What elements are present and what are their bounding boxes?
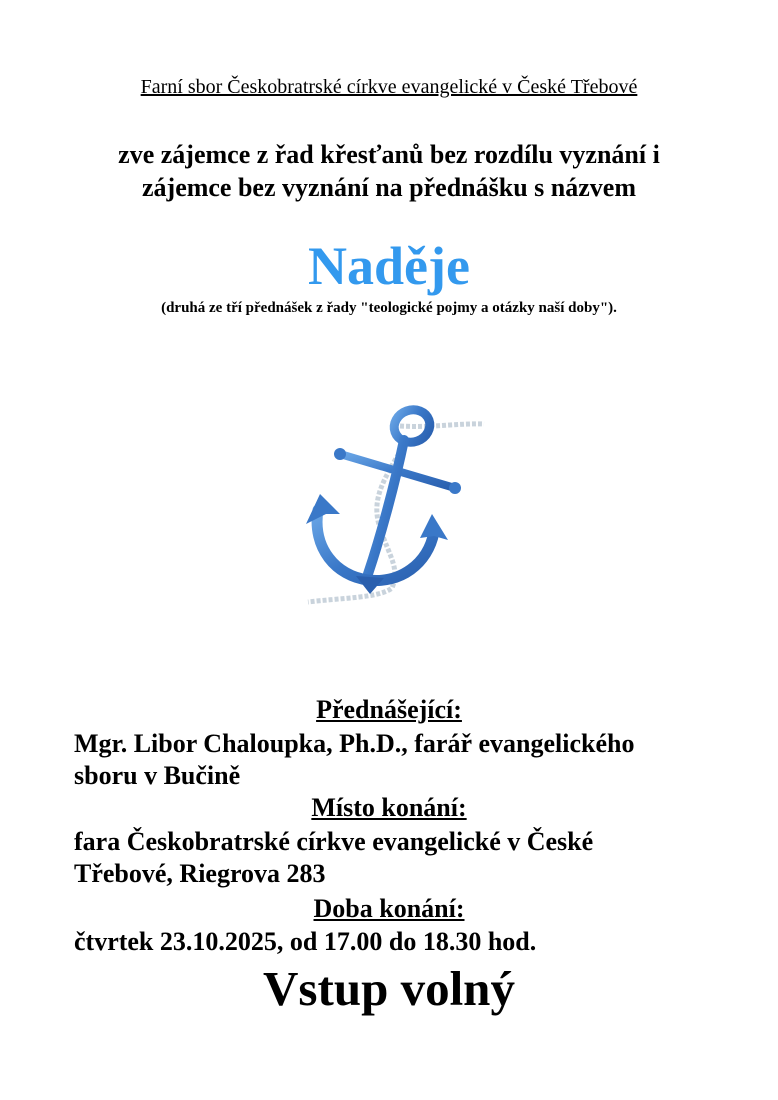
place-line-2: Třebové, Riegrova 283	[74, 859, 326, 888]
invitation-line-1: zve zájemce z řad křesťanů bez rozdílu vyznání i	[118, 140, 660, 169]
time-heading: Doba konání:	[313, 894, 465, 923]
place-heading-wrap	[0, 792, 778, 824]
place-heading: Místo konání:	[311, 793, 467, 822]
speaker-line-1: Mgr. Libor Chaloupka, Ph.D., farář evangelického	[74, 729, 635, 758]
speaker-heading: Přednášející:	[316, 695, 462, 724]
lecture-subtitle: (druhá ze tří přednášek z řady "teologické pojmy a otázky naší doby").	[161, 300, 617, 316]
speaker-line-2: sboru v Bučině	[74, 761, 241, 790]
invitation-line-2: zájemce bez vyznání na přednášku s názvem	[142, 173, 636, 202]
organizer-line: Farní sbor Českobratrské církve evangelické v České Třebové	[140, 76, 638, 98]
speaker-info	[74, 728, 714, 792]
free-entry-text: Vstup volný	[263, 961, 515, 1016]
lecture-title: Naděje	[308, 236, 470, 296]
time-info	[74, 926, 714, 958]
place-info	[74, 826, 714, 890]
time-heading-wrap	[0, 893, 778, 925]
time-line: čtvrtek 23.10.2025, od 17.00 do 18.30 hod.	[74, 927, 537, 956]
speaker-heading-wrap	[0, 694, 778, 726]
invitation-text	[0, 138, 778, 204]
anchor-icon	[300, 398, 490, 610]
place-line-1: fara Českobratrské církve evangelické v České	[74, 827, 594, 856]
